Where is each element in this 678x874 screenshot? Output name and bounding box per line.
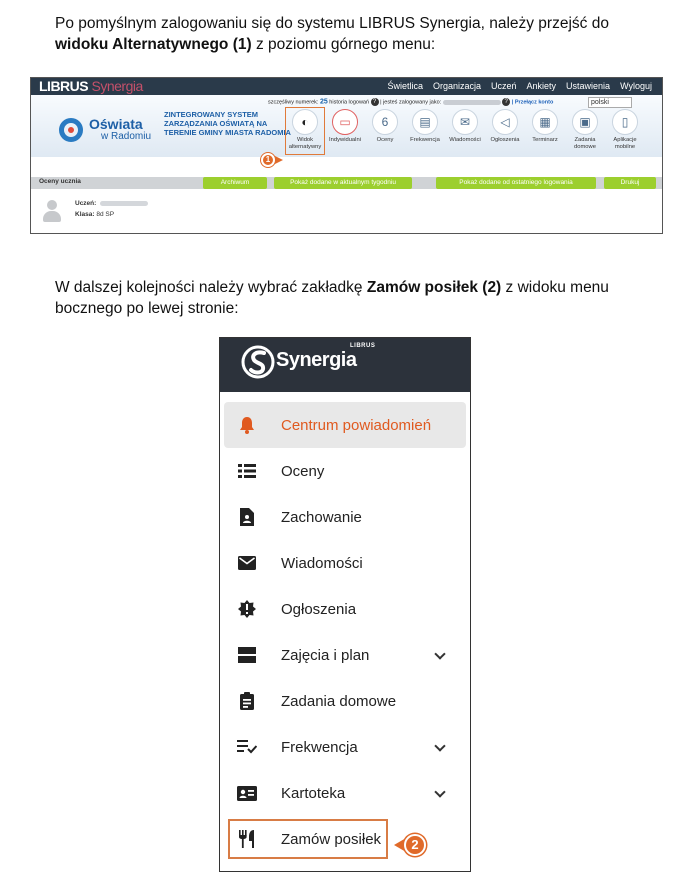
sidebar-item-schedule[interactable] (224, 632, 468, 678)
sidebar-item-notifications[interactable] (224, 402, 466, 448)
messages-button[interactable]: ✉ Wiadomości (445, 109, 485, 155)
mobile-apps-button[interactable]: ▯ Aplikacje mobilne (605, 109, 645, 155)
callout-1 (261, 153, 289, 167)
announcements-button[interactable]: ◁ Ogłoszenia (485, 109, 525, 155)
half-circle-icon: ◐ (292, 109, 318, 135)
grades-toolbar (31, 177, 662, 189)
grades-button[interactable]: 6 Oceny (365, 109, 405, 155)
sidebar-item-records[interactable] (224, 770, 468, 816)
print-button[interactable]: Drukuj (604, 177, 656, 189)
person-document-icon (236, 506, 258, 528)
sidebar-item-homework[interactable] (224, 678, 468, 724)
step2-text-2: z widoku menu bocznego po lewej stronie: (55, 279, 609, 317)
top-icon-menu (285, 109, 645, 155)
help-icon[interactable]: ? (371, 98, 379, 106)
show-since-last-login-button[interactable]: Pokaż dodane od ostatniego logowania (436, 177, 596, 189)
intro-text-2: z poziomu górnego menu: (251, 36, 436, 53)
lucky-number-label: szczęśliwy numerek: (268, 99, 319, 106)
fork-knife-icon (236, 828, 258, 850)
phone-icon: ▯ (612, 109, 638, 135)
sidebar-item-attendance[interactable] (224, 724, 468, 770)
top-bar (31, 78, 662, 95)
sidebar-item-label: Zadania domowe (281, 692, 397, 710)
intro-bold: widoku Alternatywnego (1) (55, 36, 252, 53)
sidebar-item-label: Zajęcia i plan (281, 646, 370, 664)
chevron-down-icon[interactable] (434, 786, 445, 797)
sidebar-item-label: Kartoteka (281, 784, 346, 802)
librus-small-label: LIBRUS (350, 343, 376, 349)
synergia-wordmark: Synergia LIBRUS (276, 343, 376, 371)
show-this-week-button[interactable]: Pokaż dodane w aktualnym tygodniu (274, 177, 412, 189)
blurred-student-name (100, 201, 148, 206)
step2-bold: Zamów posiłek (2) (366, 279, 502, 296)
homework-icon: ▣ (572, 109, 598, 135)
callout-2 (394, 835, 424, 855)
intro-text-1: Po pomyślnym zalogowaniu się do systemu LIBRUS Synergia, należy przejść do (55, 15, 609, 32)
switch-account-link[interactable]: | Przełącz konto (511, 99, 554, 106)
megaphone-icon: ◁ (492, 109, 518, 135)
bell-icon (236, 414, 258, 436)
attendance-button[interactable]: ▤ Frekwencja (405, 109, 445, 155)
archive-button[interactable]: Archiwum (203, 177, 267, 189)
librus-header (31, 95, 662, 164)
sidebar-item-label: Centrum powiadomień (281, 416, 432, 434)
step2-paragraph (55, 277, 655, 319)
info-bar (268, 98, 553, 106)
homework-button[interactable]: ▣ Zadania domowe (565, 109, 605, 155)
sidebar-item-grades[interactable] (224, 448, 468, 494)
student-row: Uczeń: (75, 200, 148, 207)
top-nav-organizacja[interactable]: Organizacja (432, 81, 481, 91)
synergia-logo-icon (240, 342, 276, 382)
login-history-link[interactable]: historia logowań (329, 99, 370, 106)
alert-badge-icon (236, 598, 258, 620)
clipboard-icon (236, 690, 258, 712)
logo-subtitle: w Radomiu (101, 131, 152, 142)
top-nav (387, 78, 652, 95)
schedule-icon (236, 644, 258, 666)
lucky-number: 25 (319, 98, 328, 106)
individual-button[interactable]: ▭ Indywidualni (325, 109, 365, 155)
grades-icon: 6 (372, 109, 398, 135)
top-nav-ankiety[interactable]: Ankiety (526, 81, 557, 91)
librus-top-menu-screenshot (30, 77, 663, 234)
alternative-view-button[interactable]: ◐ Widok alternatywny (285, 107, 325, 155)
sidebar-item-order-meal[interactable] (228, 819, 419, 859)
id-card-icon (236, 782, 258, 804)
top-nav-ustawienia[interactable]: Ustawienia (566, 81, 611, 91)
grades-toolbar-label: Oceny ucznia (39, 178, 81, 185)
chevron-down-icon[interactable] (434, 740, 445, 751)
sidebar-item-announcements[interactable] (224, 586, 468, 632)
sidebar-item-label: Zamów posiłek (281, 830, 382, 848)
callout-1-number: 1 (261, 153, 275, 167)
chat-icon: ▭ (332, 109, 358, 135)
list-icon (236, 460, 258, 482)
chevron-down-icon[interactable] (434, 648, 445, 659)
step2-text-1: W dalszej kolejności należy wybrać zakładkę (55, 279, 367, 296)
logo-target-icon (59, 118, 83, 142)
top-nav-uczen[interactable]: Uczeń (491, 81, 517, 91)
language-select[interactable]: polski (588, 97, 632, 108)
logo-title: Oświata (89, 116, 143, 132)
sidebar-header (220, 338, 470, 392)
sidebar-item-label: Wiadomości (281, 554, 363, 572)
sidebar-item-label: Oceny (281, 462, 325, 480)
calendar-button[interactable]: ▦ Terminarz (525, 109, 565, 155)
librus-brand: LIBRUS Synergia (39, 78, 143, 94)
sidebar-item-behaviour[interactable] (224, 494, 468, 540)
tagline: ZINTEGROWANY SYSTEM ZARZĄDZANIA OŚWIATĄ NA TERENIE GMINY MIASTA RADOMIA (164, 110, 291, 137)
sidebar-menu (224, 402, 468, 859)
sidebar-item-messages[interactable] (224, 540, 468, 586)
intro-paragraph (55, 13, 655, 55)
callout-2-number: 2 (404, 834, 426, 856)
blurred-username (443, 100, 501, 105)
calendar-icon: ▦ (532, 109, 558, 135)
synergia-side-menu-screenshot (219, 337, 471, 872)
top-nav-swietlica[interactable]: Świetlica (387, 81, 423, 91)
sidebar-item-label: Ogłoszenia (281, 600, 357, 618)
logged-as-label: | jesteś zalogowany jako: (380, 99, 442, 106)
top-nav-wyloguj[interactable]: Wyloguj (620, 81, 652, 91)
student-avatar (41, 198, 63, 222)
sidebar-item-label: Zachowanie (281, 508, 362, 526)
oswiata-logo (59, 116, 159, 148)
help-icon[interactable]: ? (502, 98, 510, 106)
class-row: Klasa: 8d SP (75, 211, 115, 218)
checklist-icon (236, 736, 258, 758)
envelope-icon: ✉ (452, 109, 478, 135)
attendance-icon: ▤ (412, 109, 438, 135)
envelope-icon (236, 552, 258, 574)
sidebar-item-label: Frekwencja (281, 738, 358, 756)
